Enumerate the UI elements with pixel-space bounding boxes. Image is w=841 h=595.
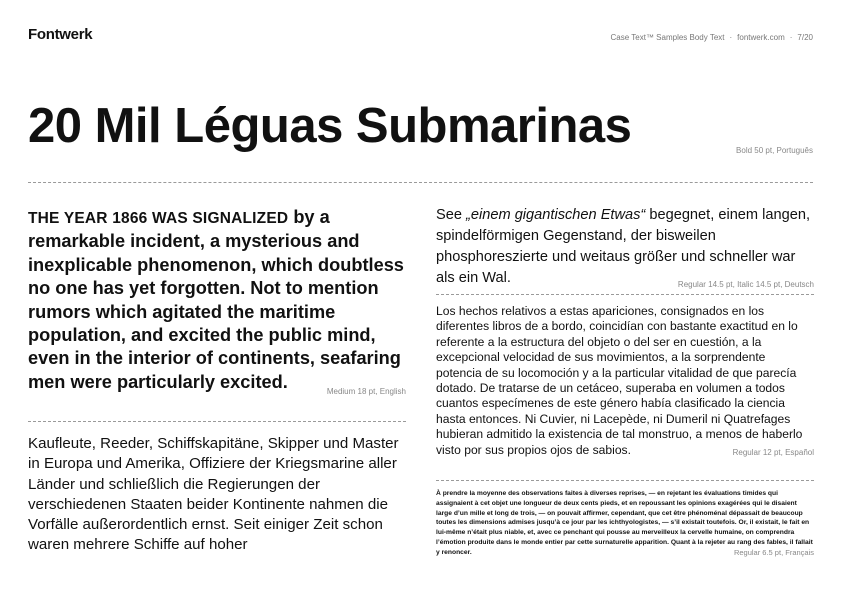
english-lead: THE YEAR 1866 WAS SIGNALIZED (28, 210, 289, 227)
french-caption: Regular 6.5 pt, Français (733, 547, 814, 557)
meta-separator: · (729, 33, 733, 42)
german-right-pre: See (436, 207, 467, 223)
french-sample (436, 489, 814, 558)
page-title: 20 Mil Léguas Submarinas (28, 99, 632, 153)
german-sample-right (436, 205, 814, 296)
german-caption: Regular 14.5 pt, Italic 14.5 pt, Deutsch (677, 279, 814, 289)
divider (28, 421, 406, 422)
spanish-caption: Regular 12 pt, Español (732, 447, 814, 457)
fontwerk-logo: Fontwerk (28, 26, 93, 43)
spanish-body: Los hechos relativos a estas apariciones, consignados en los diferentes libros de a bordo, coincidían con bastante exactitud en lo referente a la estructura del objeto o del ser en cuestión, a la excepcional velocidad de sus movimientos, a la sorprendente potencia de su locomoción y a la particular vitalidad de que parecía dotado. De tratarse de un cetáceo, superaba en volumen a todos cuantos especímenes de este género había clasificado la ciencia hasta entonces. Ni Cuvier, ni Lacepède, ni Dumeril ni Quatrefages hubieran admitido la existencia de tal monstruo, a menos de haberlo visto por sus propios ojos de sabios. (436, 304, 803, 457)
german-left-body: Kaufleute, Reeder, Schiffskapitäne, Skipper und Master in Europa und Amerika, Offiziere der Kriegsmarine aller Länder und schließlich die Regierungen der verschiedenen Staaten beider Kontinente nahmen die Vorfälle außerordentlich ernst. Seit einiger Zeit schon waren mehrere Schiffe auf hoher (28, 435, 399, 554)
title-caption: Bold 50 pt, Português (736, 146, 813, 155)
english-caption: Medium 18 pt, English (326, 386, 406, 396)
meta-title: Case Text™ Samples Body Text (610, 33, 725, 42)
divider (28, 182, 813, 183)
divider (436, 480, 814, 481)
english-sample (28, 206, 406, 403)
english-body: by a remarkable incident, a mysterious and inexplicable phenomenon, which doubtless no one has yet forgotten. Not to mention rumors which agitated the maritime population, and excited the public mind, even in the interior of continents, seafaring men were particularly excited. (28, 207, 404, 392)
german-right-post: begegnet, einem langen, spindelförmigen Gegenstand, der bisweilen phosphoreszierte und weitaus größer und schneller war als ein Wal. (436, 207, 811, 286)
german-right-italic: „einem gigantischen Etwas“ (466, 207, 646, 223)
divider (436, 294, 814, 295)
french-body: À prendre la moyenne des observations faites à diverses reprises, — en rejetant les évaluations timides qui assignaient à cet objet une longueur de deux cents pieds, et en repoussant les opinions exagérées qui le disaient large d’un mille et long de trois, — on pouvait affirmer, cependant, que cet être phénoménal dépassait de beaucoup toutes les dimensions admises jusqu’à ce jour par les ichthyologistes, — s’il existait toutefois. Or, il existait, le fait en lui-même n’était plus niable, et, avec ce penchant qui pousse au merveilleux la cervelle humaine, on comprendra l’émotion produite dans le monde entier par cette surnaturelle apparition. Quant à la rejeter au rang des fables, il fallait y renoncer. (436, 490, 813, 556)
page-number: 7/20 (797, 33, 813, 42)
meta-site: fontwerk.com (737, 33, 785, 42)
spanish-sample (436, 304, 814, 460)
header-meta (611, 33, 813, 42)
german-sample-left (28, 434, 406, 556)
meta-separator: · (789, 33, 793, 42)
